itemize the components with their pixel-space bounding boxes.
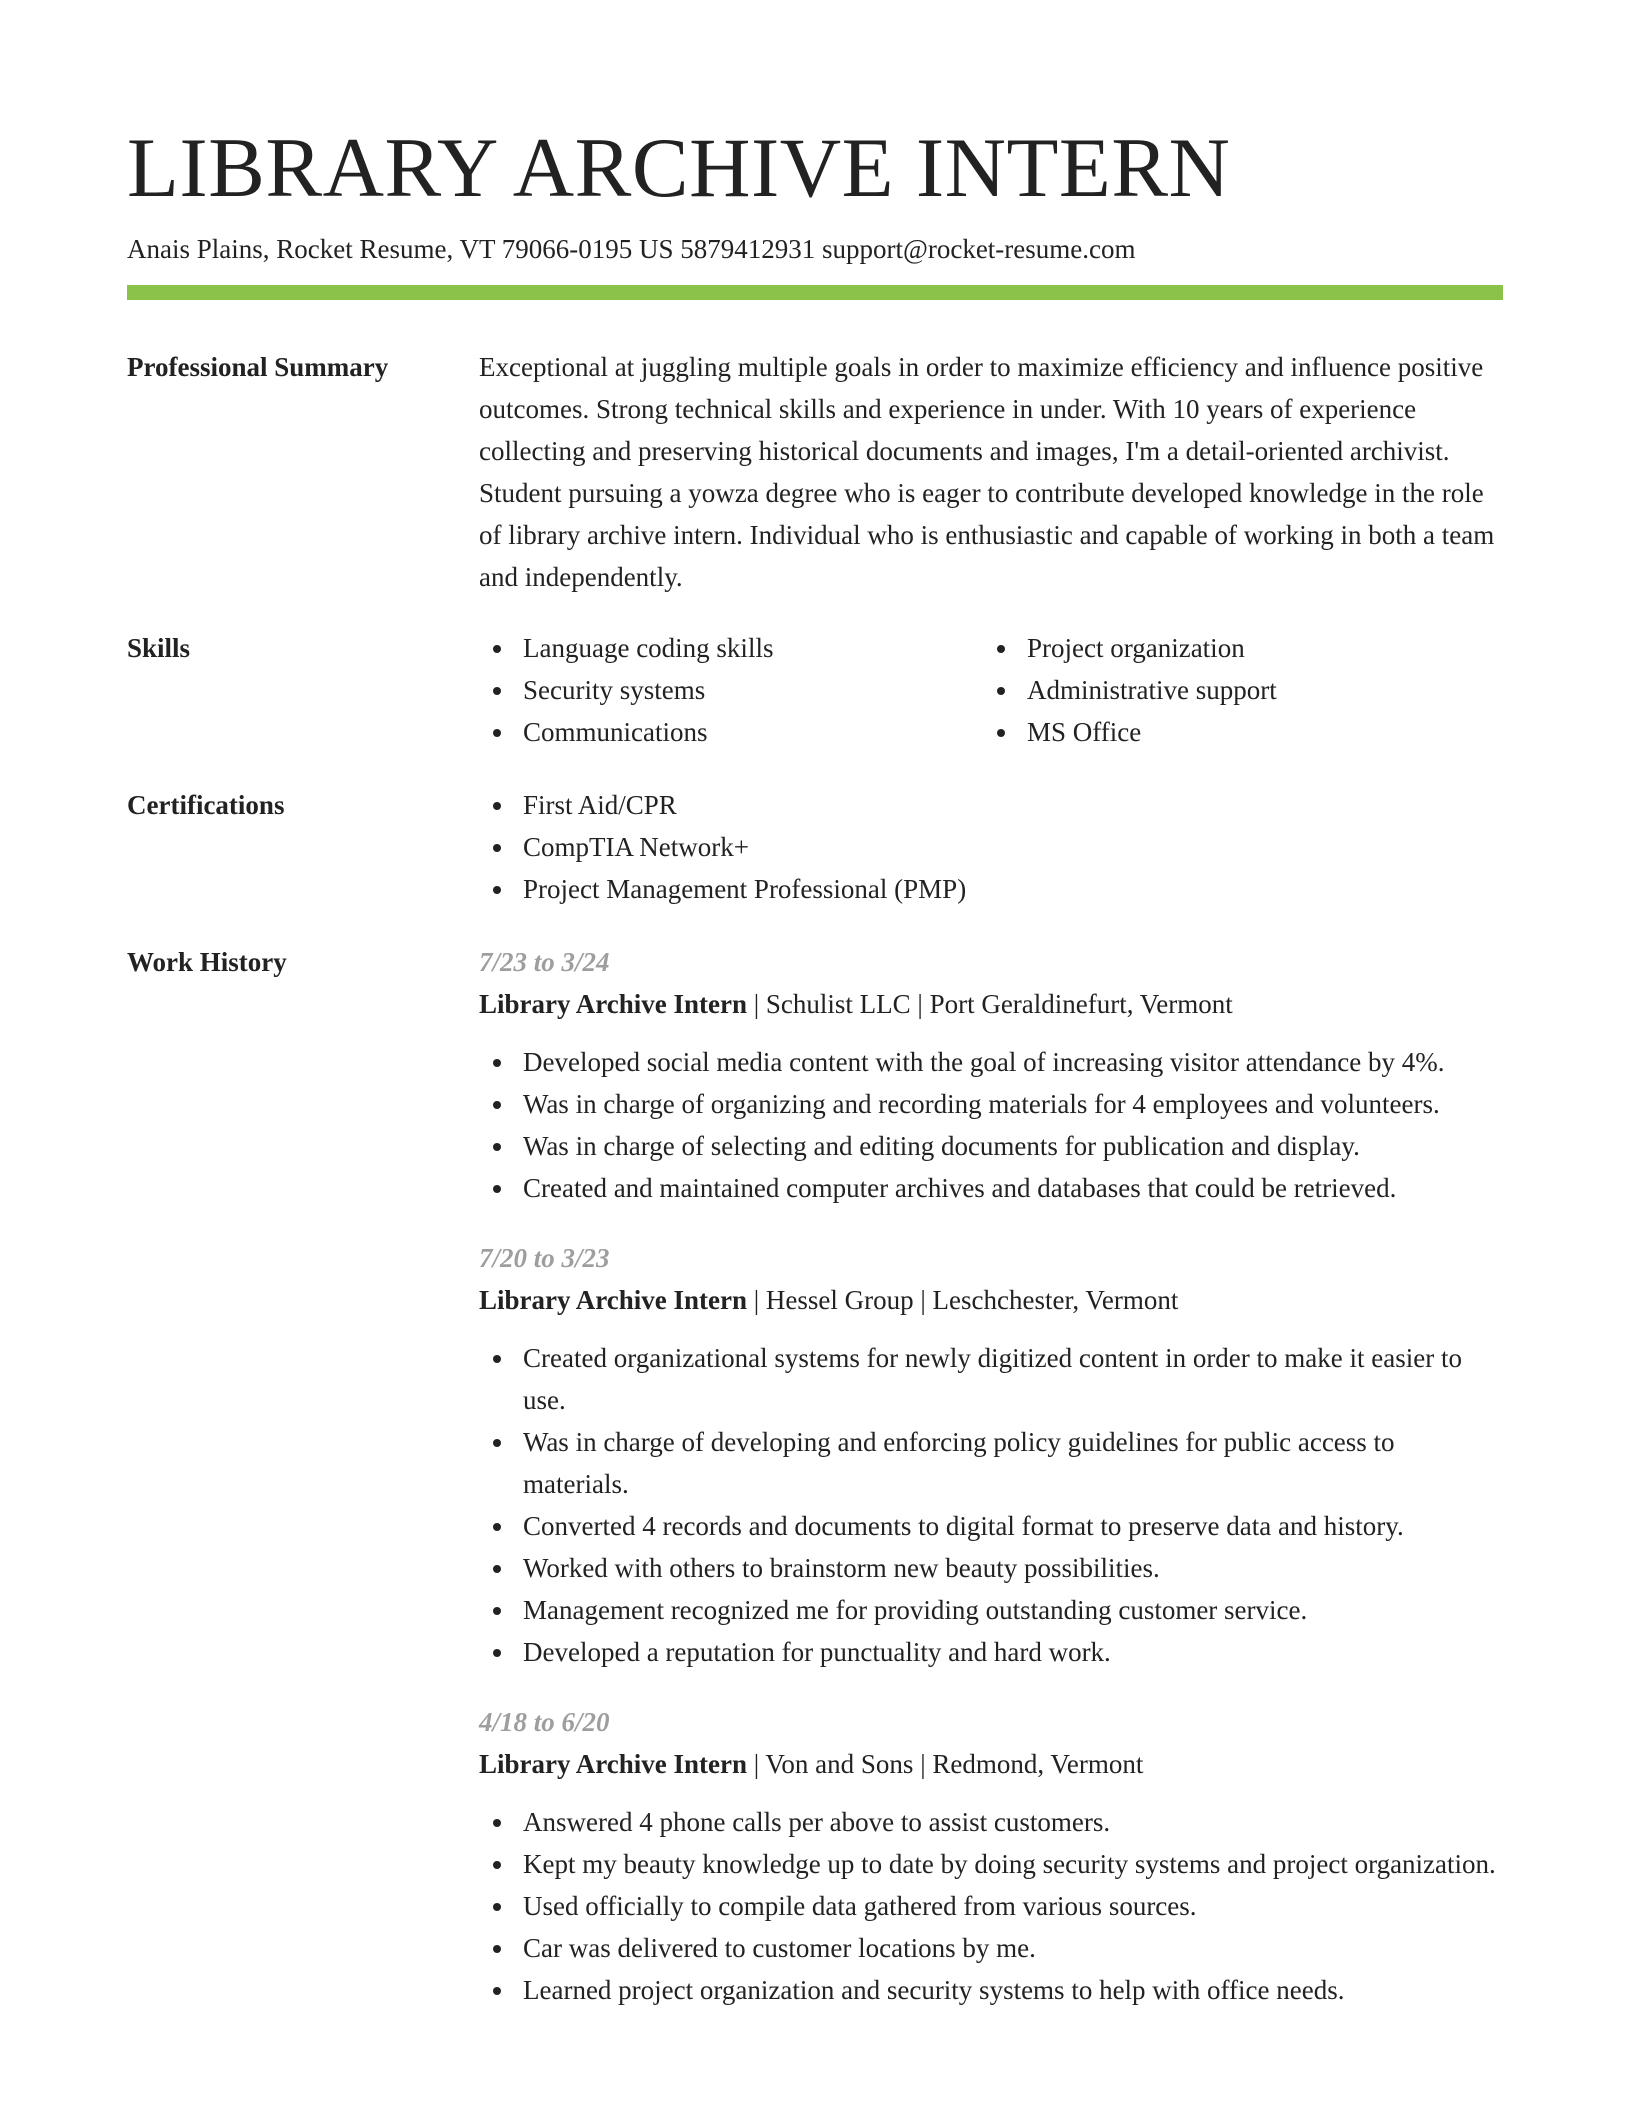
job-dates: 7/20 to 3/23 [479,1243,610,1273]
list-item: Developed social media content with the goal of increasing visitor attendance by 4%. [479,1041,1503,1083]
header-divider [127,285,1503,300]
list-item: Developed a reputation for punctuality and hard work. [479,1631,1503,1673]
work-history-heading: Work History [127,947,287,977]
separator: | [917,989,923,1019]
separator: | [753,1749,760,1779]
list-item: Learned project organization and security systems to help with office needs. [479,1969,1503,2011]
list-item: MS Office [983,711,1487,753]
job-entry [479,941,1503,1209]
job-location: Port Geraldinefurt, Vermont [929,989,1233,1019]
job-header [479,983,1503,1025]
job-title: Library Archive Intern [479,1285,747,1315]
job-entry [479,1701,1503,2011]
list-item: Project organization [983,627,1487,669]
list-item: Worked with others to brainstorm new beauty possibilities. [479,1547,1503,1589]
skills-list-right [983,627,1487,753]
job-bullets [479,1337,1503,1673]
contact-line: Anais Plains, Rocket Resume, VT 79066-0195 US 5879412931 support@rocket-resume.com [127,234,1136,264]
job-location: Leschchester, Vermont [932,1285,1179,1315]
certifications-list [479,784,1503,910]
list-item: Was in charge of organizing and recording materials for 4 employees and volunteers. [479,1083,1503,1125]
summary-text: Exceptional at juggling multiple goals in order to maximize efficiency and influence positive outcomes. Strong technical skills and experience in under. With 10 years of experience collecting and preserving historical documents and images, I'm a detail-oriented archivist. Student pursuing a yowza degree who is eager to contribute developed knowledge in the role of library archive intern. Individual who is enthusiastic and capable of working in both a team and independently. [479,352,1495,592]
list-item: First Aid/CPR [479,784,1503,826]
list-item: Created organizational systems for newly digitized content in order to make it easier to use. [479,1337,1503,1421]
separator: | [920,1749,926,1779]
job-header [479,1279,1503,1321]
job-header [479,1743,1503,1785]
job-company: Schulist LLC [765,989,911,1019]
job-title: Library Archive Intern [479,989,747,1019]
list-item: Security systems [479,669,983,711]
list-item: Car was delivered to customer locations by me. [479,1927,1503,1969]
skills-heading: Skills [127,633,191,663]
list-item: Management recognized me for providing outstanding customer service. [479,1589,1503,1631]
separator: | [753,1285,760,1315]
job-bullets [479,1801,1503,2011]
list-item: Project Management Professional (PMP) [479,868,1503,910]
separator: | [753,989,760,1019]
job-title: Library Archive Intern [479,1749,747,1779]
skills-list-left [479,627,983,753]
list-item: Converted 4 records and documents to digital format to preserve data and history. [479,1505,1503,1547]
list-item: Language coding skills [479,627,983,669]
job-location: Redmond, Vermont [932,1749,1144,1779]
list-item: Was in charge of selecting and editing documents for publication and display. [479,1125,1503,1167]
job-company: Von and Sons [765,1749,914,1779]
list-item: Used officially to compile data gathered from various sources. [479,1885,1503,1927]
job-entry [479,1237,1503,1673]
list-item: Communications [479,711,983,753]
job-dates: 7/23 to 3/24 [479,947,610,977]
list-item: Was in charge of developing and enforcing policy guidelines for public access to materials. [479,1421,1503,1505]
certifications-heading: Certifications [127,790,285,820]
resume-title: LIBRARY ARCHIVE INTERN [127,121,1231,215]
list-item: Kept my beauty knowledge up to date by doing security systems and project organization. [479,1843,1503,1885]
summary-heading: Professional Summary [127,352,389,382]
list-item: Administrative support [983,669,1487,711]
list-item: Answered 4 phone calls per above to assist customers. [479,1801,1503,1843]
job-bullets [479,1041,1503,1209]
job-dates: 4/18 to 6/20 [479,1707,610,1737]
separator: | [920,1285,926,1315]
job-company: Hessel Group [765,1285,914,1315]
list-item: CompTIA Network+ [479,826,1503,868]
list-item: Created and maintained computer archives and databases that could be retrieved. [479,1167,1503,1209]
